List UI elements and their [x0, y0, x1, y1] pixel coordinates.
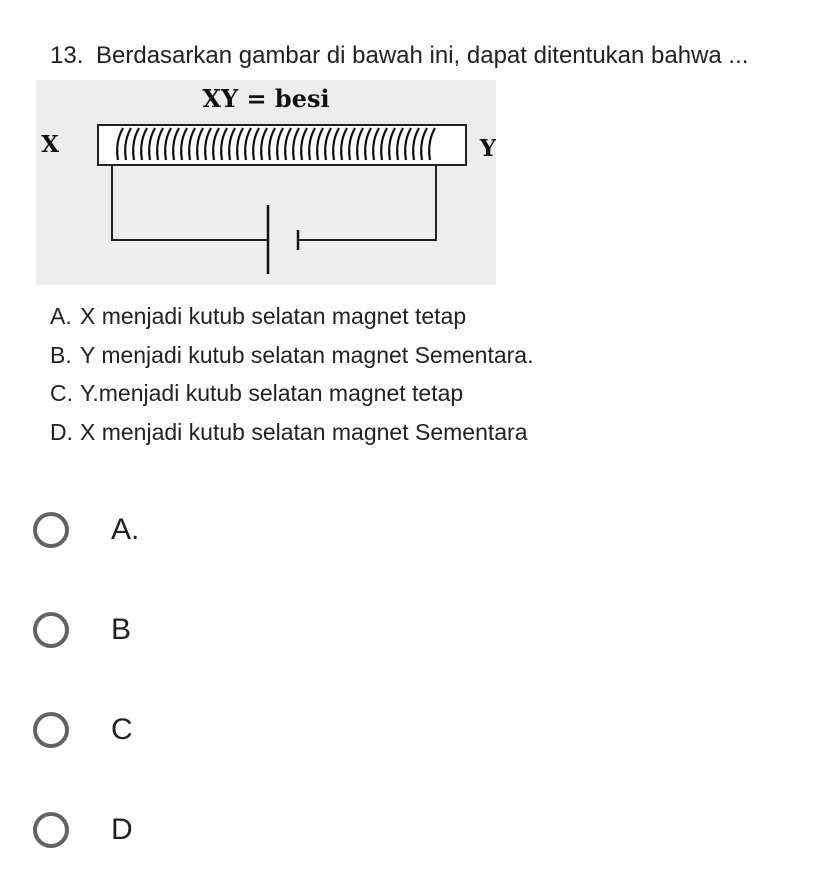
label-x: X	[41, 131, 59, 158]
label-y: Y	[479, 135, 496, 162]
choice-b[interactable]	[33, 607, 131, 653]
choice-d[interactable]	[33, 807, 133, 853]
statement-letter: C.	[50, 380, 73, 406]
choice-d-label: D	[111, 813, 133, 846]
statement-text: X menjadi kutub selatan magnet Sementara	[80, 418, 528, 445]
choice-a[interactable]	[33, 507, 139, 553]
statement-b	[50, 338, 533, 377]
radio-button-b[interactable]	[33, 612, 69, 648]
statement-d	[50, 415, 533, 454]
radio-button-a[interactable]	[33, 512, 69, 548]
statement-letter: B.	[50, 341, 72, 368]
choice-c-label: C	[111, 713, 133, 746]
radio-button-d[interactable]	[33, 812, 69, 848]
question-title	[50, 40, 748, 72]
choice-a-label: A.	[111, 513, 140, 546]
electromagnet-diagram	[36, 80, 496, 285]
statement-letter: D.	[50, 418, 73, 445]
statement-list	[50, 299, 533, 453]
question-number: 13.	[50, 42, 84, 69]
choice-b-label: B	[111, 613, 132, 646]
statement-text: X menjadi kutub selatan magnet tetap	[80, 303, 467, 329]
radio-button-c[interactable]	[33, 712, 69, 748]
statement-letter: A.	[50, 303, 72, 329]
statement-a	[50, 299, 533, 338]
statement-c	[50, 376, 533, 415]
choice-c[interactable]	[33, 707, 133, 753]
figure-caption: XY = besi	[202, 84, 330, 113]
question-text: Berdasarkan gambar di bawah ini, dapat ditentukan bahwa ...	[96, 42, 749, 69]
statement-text: Y menjadi kutub selatan magnet Sementara.	[80, 341, 534, 368]
statement-text: Y.menjadi kutub selatan magnet tetap	[80, 380, 464, 406]
